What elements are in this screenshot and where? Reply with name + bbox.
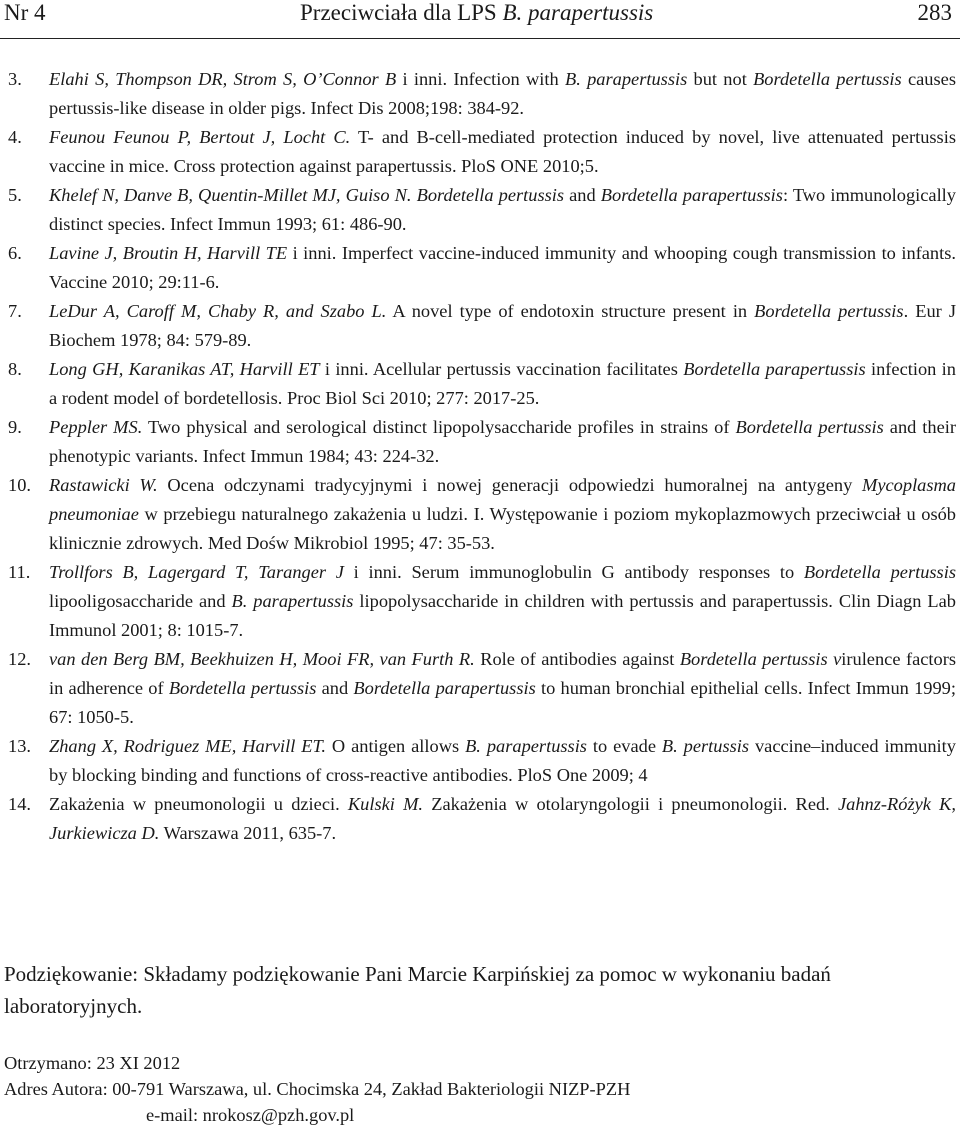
author-address: Adres Autora: 00-791 Warszawa, ul. Chocimska 24, Zakład Bakteriologii NIZP-PZH <box>4 1079 631 1099</box>
reference-item: 4. Feunou Feunou P, Bertout J, Locht C. T- and B-cell-mediated protection induced by novel, live attenuated pertussis vaccine in mice. Cross protection against parapertussis. PloS ONE 2010;5. <box>8 127 956 176</box>
running-header <box>0 0 960 34</box>
reference-item: 13. Zhang X, Rodriguez ME, Harvill ET. O antigen allows B. parapertussis to evade B. pertussis vaccine–induced immunity by blocking binding and functions of cross-reactive antibodies. PloS One 2009; 4 <box>8 736 956 785</box>
acknowledgement: Podziękowanie: Składamy podziękowanie Pani Marcie Karpińskiej za pomoc w wykonaniu badań laboratoryjnych. <box>4 962 831 1018</box>
reference-item: 10. Rastawicki W. Ocena odczynami tradycyjnymi i nowej generacji odpowiedzi humoralnej na antygeny Mycoplasma pneumoniae w przebiegu naturalnego zakażenia u ludzi. I. Występowanie i poziom mykoplazmowych przeciwciał u osób klinicznie zdrowych. Med Dośw Mikrobiol 1995; 47: 35-53. <box>8 475 957 553</box>
reference-item: 6. Lavine J, Broutin H, Harvill TE i inni. Imperfect vaccine-induced immunity and whooping cough transmission to infants. Vaccine 2010; 29:11-6. <box>8 243 956 292</box>
reference-item: 11. Trollfors B, Lagergard T, Taranger J i inni. Serum immunoglobulin G antibody responses to Bordetella pertussis lipooligosaccharide and B. parapertussis lipopolysaccharide in children with pertussis and parapertussis. Clin Diagn Lab Immunol 2001; 8: 1015-7. <box>8 562 956 640</box>
reference-item: 14. Zakażenia w pneumonologii u dzieci. Kulski M. Zakażenia w otolaryngologii i pneumonologii. Red. Jahnz-Różyk K, Jurkiewicza D. Warszawa 2011, 635-7. <box>8 794 956 843</box>
author-email: e-mail: nrokosz@pzh.gov.pl <box>146 1105 355 1125</box>
reference-item: 5. Khelef N, Danve B, Quentin-Millet MJ, Guiso N. Bordetella pertussis and Bordetella parapertussis: Two immunologically distinct species. Infect Immun 1993; 61: 486-90. <box>8 185 956 234</box>
reference-list <box>8 65 956 848</box>
reference-item: 3. Elahi S, Thompson DR, Strom S, O’Connor B i inni. Infection with B. parapertussis but not Bordetella pertussis causes pertussis-like disease in older pigs. Infect Dis 2008;198: 384-92. <box>8 69 956 118</box>
reference-item: 8. Long GH, Karanikas AT, Harvill ET i inni. Acellular pertussis vaccination facilitates Bordetella parapertussis infection in a rodent model of bordetellosis. Proc Biol Sci 2010; 277: 2017-25. <box>8 359 956 408</box>
article-footer <box>4 1050 956 1128</box>
page-number: 283 <box>917 0 952 25</box>
reference-item: 7. LeDur A, Caroff M, Chaby R, and Szabo L. A novel type of endotoxin structure present in Bordetella pertussis. Eur J Biochem 1978; 84: 579-89. <box>8 301 956 350</box>
running-title: Przeciwciała dla LPS B. parapertussis <box>300 0 654 25</box>
reference-item: 9. Peppler MS. Two physical and serological distinct lipopolysaccharide profiles in strains of Bordetella pertussis and their phenotypic variants. Infect Immun 1984; 43: 224-32. <box>8 417 957 466</box>
header-rule <box>0 38 960 39</box>
reference-item: 12. van den Berg BM, Beekhuizen H, Mooi FR, van Furth R. Role of antibodies against Bordetella pertussis virulence factors in adherence of Bordetella pertussis and Bordetella parapertussis to human bronchial epithelial cells. Infect Immun 1999; 67: 1050-5. <box>8 649 956 727</box>
received-date: Otrzymano: 23 XI 2012 <box>4 1053 181 1073</box>
issue-number: Nr 4 <box>4 0 46 25</box>
